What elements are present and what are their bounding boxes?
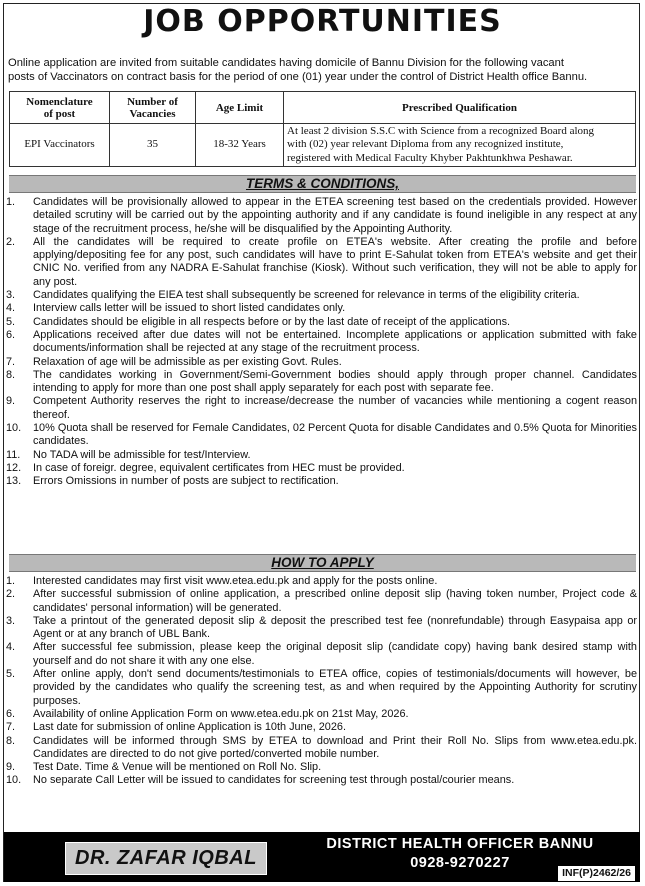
list-item-number: 12. [6,461,22,474]
list-item [6,641,637,668]
list-item [6,395,637,422]
list-item-text: No TADA will be admissible for test/Interview. [33,448,251,461]
list-item [6,302,637,315]
list-item [6,356,637,369]
list-item [6,735,637,762]
list-item-text: Candidates should be eligible in all respects before or by the last date of receipt of the applications. [33,315,511,328]
list-item-text: Last date for submission of online Application is 10th June, 2026. [33,721,347,734]
cell-age: 18-32 Years [196,124,284,167]
qualification-line: At least 2 division S.S.C with Science from a recognized Board along [287,124,595,137]
list-item-number: 7. [6,721,16,734]
list-item [6,449,637,462]
list-item [6,422,637,449]
list-item-number: 10. [6,774,22,787]
list-item-text: Applications received after due dates will not be entertained. Incomplete applications or application submitted with fake documents/information shall be rejected at any stage of the recruitment process. [33,328,637,355]
list-item-number: 11. [6,448,21,461]
list-item-number: 5. [6,315,16,328]
list-item [6,369,637,396]
list-item [6,721,637,734]
list-item-number: 1. [6,196,16,208]
list-item-number: 8. [6,368,16,381]
list-item [6,615,637,642]
vacancy-table [9,91,636,167]
list-item-text: Competent Authority reserves the right to increase/decrease the number of vacancies while mentioning a cogent reason thereof. [33,395,637,421]
page-title: JOB OPPORTUNITIES [143,4,502,39]
office-title: DISTRICT HEALTH OFFICER BANNU [326,836,594,852]
list-item [6,575,637,588]
terms-list [6,196,637,489]
office-phone: 0928-9270227 [410,855,510,871]
list-item-number: 5. [6,668,16,681]
list-item-text: Availability of online Application Form on www.etea.edu.pk on 21st May, 2026. [33,707,409,720]
cell-post: EPI Vaccinators [10,124,110,167]
list-item-text: Candidates will be provisionally allowed to appear in the ETEA screening test based on the credentials provided. However detailed scrutiny will be carried out by the appointing authority and if any candidate is found ineligible in any respect at any stage of the recruitment process, he/she will be disqualified by the Appointing Authority. [33,196,637,235]
table-header-row [10,92,636,124]
list-item-number: 4. [6,641,16,654]
list-item-number: 9. [6,761,16,774]
list-item-number: 2. [6,588,16,601]
list-item-text: No separate Call Letter will be issued to candidates for screening test through postal/courier means. [33,774,515,787]
terms-banner [9,175,636,193]
list-item [6,668,637,708]
ad-code: INF(P)2462/26 [558,866,635,881]
list-item [6,462,637,475]
list-item-text: The candidates working in Government/Semi-Government bodies should apply through proper channel. Candidates intending to apply for more than one post shall apply separately for each post with separate fee. [33,368,637,395]
list-item-number: 13. [6,475,22,488]
intro-line: Online application are invited from suitable candidates having domicile of Bannu Division for the following vacant [8,57,564,69]
header-line: Nomenclature [26,95,93,108]
list-item [6,475,637,488]
list-item-number: 8. [6,734,16,747]
list-item-number: 6. [6,707,16,720]
list-item-number: 9. [6,395,16,408]
list-item-text: After successful fee submission, please keep the original deposit slip (candidate copy) having bank desired stamp with yourself and do not share it with any one else. [33,641,637,667]
header-nomenclature [10,92,110,124]
list-item-text: Candidates will be informed through SMS by ETEA to download and Print their Roll No. Slips from www.etea.edu.pk. Candidates are directed to do not give ported/converted mobile number. [33,734,637,760]
table-row [10,124,636,167]
list-item [6,774,637,787]
list-item-text: Interview calls letter will be issued to short listed candidates only. [33,302,346,315]
list-item-text: Interested candidates may first visit www.etea.edu.pk and apply for the posts online. [33,575,438,587]
list-item-number: 7. [6,355,16,368]
list-item-text: All the candidates will be required to create profile on ETEA's website. After creating the profile and before applying/depositing fee for any post, such candidates will have to print E-Sahulat token from ETEA's website and get their CNIC No. verified from any NADRA E-Sahulat franchise (Kiosk). Without such verification, they will not be able to apply for any post. [33,235,637,288]
cell-qualification [284,124,636,167]
header-age-limit: Age Limit [196,92,284,124]
list-item [6,761,637,774]
list-item-text: After online apply, don't send documents/testimonials to ETEA office, copies of testimonials/documents will however, be provided by the candidates who qualify the screening test, as and when required by the Appointing Authority for scrutiny purposes. [33,668,637,707]
list-item-text: 10% Quota shall be reserved for Female Candidates, 02 Percent Quota for disable Candidates and 0.5% Quota for Minorities candidates. [33,422,637,448]
list-item-number: 6. [6,328,16,341]
list-item-text: Errors Omissions in number of posts are subject to rectification. [33,475,339,488]
list-item [6,708,637,721]
list-item-text: Relaxation of age will be admissible as per existing Govt. Rules. [33,355,342,368]
header-line: Vacancies [129,107,176,120]
list-item [6,588,637,615]
apply-heading: HOW TO APPLY [271,555,374,570]
list-item [6,316,637,329]
officer-name: DR. ZAFAR IQBAL [65,842,267,875]
header-line: Number of [127,95,178,108]
list-item [6,329,637,356]
header-vacancies [110,92,196,124]
list-item-text: After successful submission of online application, a prescribed online deposit slip (having token number, Project code & candidates' personal information) will be generated. [33,588,637,614]
list-item [6,236,637,289]
list-item-text: Candidates qualifying the EIEA test shall subsequently be screened for relevance in terms of the eligibility criteria. [33,289,580,302]
qualification-line: with (02) year relevant Diploma from any recognized institute, [287,138,564,151]
qualification-line: registered with Medical Faculty Khyber Pakhtunkhwa Peshawar. [287,151,573,164]
list-item-number: 4. [6,302,16,315]
list-item-number: 10. [6,422,22,435]
cell-vacancies: 35 [110,124,196,167]
list-item-number: 2. [6,235,16,248]
list-item [6,289,637,302]
list-item-text: Take a printout of the generated deposit slip & deposit the prescribed test fee (nonrefundable) through Easypaisa app or Agent or at any branch of UBL Bank. [33,614,637,641]
apply-list [6,575,637,788]
terms-heading: TERMS & CONDITIONS, [245,176,399,191]
list-item [6,196,637,236]
header-line: of post [43,107,76,120]
list-item-text: In case of foreigr. degree, equivalent certificates from HEC must be provided. [33,461,405,474]
list-item-number: 3. [6,289,16,302]
header-qualification: Prescribed Qualification [284,92,636,124]
list-item-number: 3. [6,614,16,627]
intro-line: posts of Vaccinators on contract basis for the period of one (01) year under the control of District Health office Bannu. [8,71,588,83]
list-item-number: 1. [6,575,16,587]
list-item-text: Test Date. Time & Venue will be mentioned on Roll No. Slip. [33,761,322,774]
apply-banner [9,554,636,572]
intro-paragraph [8,56,637,84]
